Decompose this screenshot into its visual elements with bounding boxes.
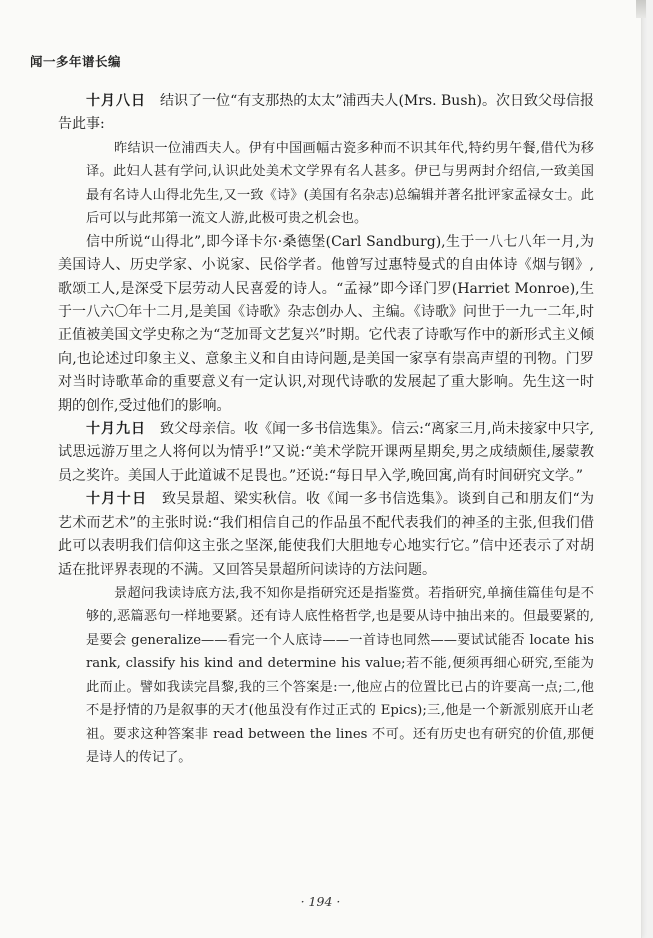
page-edge-mark: [636, 0, 646, 18]
letter-quote: 昨结识一位浦西夫人。伊有中国画幅古瓷多种而不识其年代,特约男午餐,借代为移译。此妇人甚有学问,认识此处美术文学界有名人甚多。伊已与男两封介绍信,一致美国最有名诗人山得北先生,又一致《诗》(美国有名杂志)总编辑并著名批评家孟禄女士。此后可以与此邦第一流文人游,此极可贵之机会也。: [86, 140, 594, 227]
running-header: 闻一多年谱长编: [30, 54, 122, 69]
entry-oct-9: [58, 418, 594, 488]
page-body: [58, 90, 594, 770]
page-number: · 194 ·: [300, 894, 341, 909]
entry-text: 致父母亲信。收《闻一多书信选集》。信云:“离家三月,尚未接家中只字,试思远游万里之人将何以为情乎!”又说:“美术学院开课两星期矣,男之成绩颇佳,屡蒙教员之奖许。美国人于此道诚不足畏也。”还说:“每日早入学,晚回寓,尚有时间研究文学。”: [58, 421, 595, 484]
entry-oct-10: [58, 488, 594, 582]
commentary-paragraph: 信中所说“山得北”,即今译卡尔·桑德堡(Carl Sandburg),生于一八七八年一月,为美国诗人、历史学家、小说家、民俗学者。他曾写过惠特曼式的自由体诗《烟与钢》,歌颂工人,是深受下层劳动人民喜爱的诗人。“孟禄”即今译门罗(Harriet Monroe),生于一八六〇年十二月,是美国《诗歌》杂志创办人、主编。《诗歌》问世于一九一二年,时正值被美国文学史称之为“芝加哥文艺复兴”时期。它代表了诗歌写作中的新形式主义倾向,也论述过印象主义、意象主义和自由诗问题,是美国一家享有崇高声望的刊物。门罗对当时诗歌革命的重要意义有一定认识,对现代诗歌的发展起了重大影响。先生这一时期的创作,受过他们的影响。: [58, 233, 594, 414]
entry-date: 十月九日: [86, 421, 147, 438]
entry-date: 十月十日: [86, 491, 148, 508]
entry-text: 结识了一位“有支那热的太太”浦西夫人(Mrs. Bush)。次日致父母信报告此事:: [58, 93, 595, 133]
entry-text: 致吴景超、梁实秋信。收《闻一多书信选集》。谈到自己和朋友们“为艺术而艺术”的主张时说:“我们相信自己的作品虽不配代表我们的神圣的主张,但我们借此可以表明我们信仰这主张之坚深,能使我们大胆地专心地实行它。”信中还表示了对胡适在批评界表现的不满。又回答吴景超所问读诗的方法问题。: [58, 491, 595, 578]
entry-oct-8: [58, 90, 594, 137]
letter-quote: 景超问我读诗底方法,我不知你是指研究还是指鉴赏。若指研究,单摘佳篇佳句是不够的,恶篇恶句一样地要紧。还有诗人底性格哲学,也是要从诗中抽出来的。但最要紧的,是要会 generalize——看完一个人底诗——一首诗也同然——要试试能否 locate his rank, classify his kind and determine his value;若不能,便须再细心研究,至能为此而止。譬如我读完昌黎,我的三个答案是:一,他应占的位置比已占的许要高一点;二,他不是抒情的乃是叙事的天才(他虽没有作过正式的 Epics);三,他是一个新派别底开山老祖。要求这种答案非 read between the lines 不可。还有历史也有研究的价值,那便是诗人的传记了。: [86, 585, 594, 766]
entry-date: 十月八日: [86, 93, 147, 109]
